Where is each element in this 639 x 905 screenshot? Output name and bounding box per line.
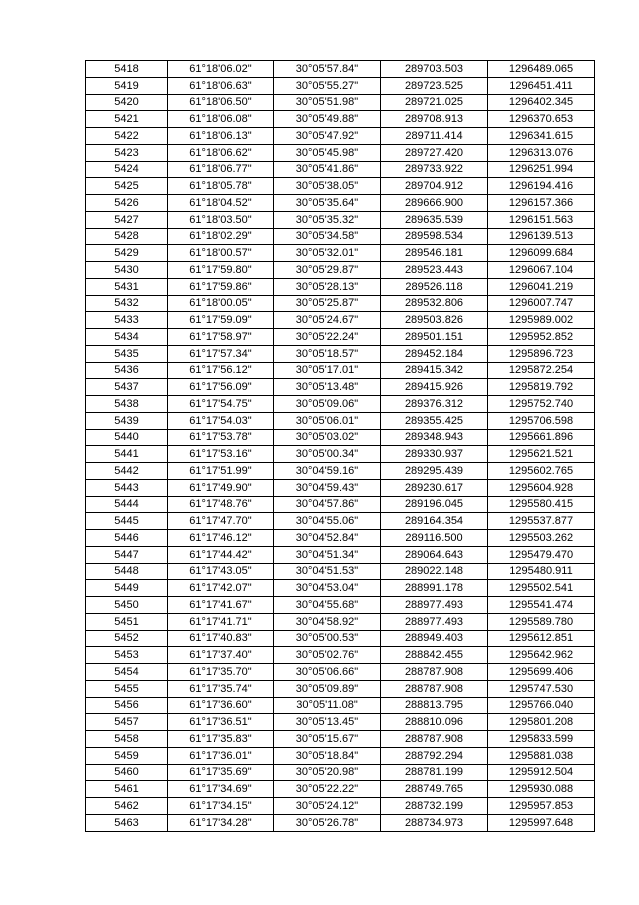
longitude-cell: 30°05'26.78" <box>274 814 381 831</box>
latitude-cell: 61°17'58.97" <box>168 329 274 346</box>
table-row <box>86 396 595 413</box>
y-coordinate-cell: 1296194.416 <box>488 178 595 195</box>
y-coordinate-cell: 1295621.521 <box>488 446 595 463</box>
point-number-cell: 5445 <box>86 513 168 530</box>
latitude-cell: 61°17'51.99" <box>168 463 274 480</box>
table-row <box>86 463 595 480</box>
longitude-cell: 30°05'49.88" <box>274 111 381 128</box>
x-coordinate-cell: 289376.312 <box>381 396 488 413</box>
table-row <box>86 798 595 815</box>
point-number-cell: 5456 <box>86 697 168 714</box>
table-row <box>86 530 595 547</box>
point-number-cell: 5438 <box>86 396 168 413</box>
table-row <box>86 77 595 94</box>
table-row <box>86 362 595 379</box>
longitude-cell: 30°04'58.92" <box>274 613 381 630</box>
latitude-cell: 61°17'47.70" <box>168 513 274 530</box>
longitude-cell: 30°05'22.24" <box>274 329 381 346</box>
longitude-cell: 30°05'24.12" <box>274 798 381 815</box>
y-coordinate-cell: 1295819.792 <box>488 379 595 396</box>
x-coordinate-cell: 289666.900 <box>381 195 488 212</box>
latitude-cell: 61°18'06.63" <box>168 77 274 94</box>
x-coordinate-cell: 288732.199 <box>381 798 488 815</box>
latitude-cell: 61°18'06.02" <box>168 61 274 78</box>
latitude-cell: 61°17'34.15" <box>168 798 274 815</box>
table-row <box>86 345 595 362</box>
table-row <box>86 597 595 614</box>
latitude-cell: 61°18'04.52" <box>168 195 274 212</box>
table-row <box>86 479 595 496</box>
x-coordinate-cell: 288813.795 <box>381 697 488 714</box>
point-number-cell: 5446 <box>86 530 168 547</box>
latitude-cell: 61°18'06.08" <box>168 111 274 128</box>
x-coordinate-cell: 288749.765 <box>381 781 488 798</box>
x-coordinate-cell: 289230.617 <box>381 479 488 496</box>
point-number-cell: 5448 <box>86 563 168 580</box>
latitude-cell: 61°17'35.69" <box>168 764 274 781</box>
x-coordinate-cell: 289116.500 <box>381 530 488 547</box>
table-row <box>86 412 595 429</box>
x-coordinate-cell: 289721.025 <box>381 94 488 111</box>
longitude-cell: 30°04'59.16" <box>274 463 381 480</box>
latitude-cell: 61°17'53.16" <box>168 446 274 463</box>
longitude-cell: 30°05'28.13" <box>274 278 381 295</box>
y-coordinate-cell: 1296099.684 <box>488 245 595 262</box>
table-row <box>86 647 595 664</box>
table-row <box>86 379 595 396</box>
y-coordinate-cell: 1296151.563 <box>488 211 595 228</box>
latitude-cell: 61°17'43.05" <box>168 563 274 580</box>
x-coordinate-cell: 289532.806 <box>381 295 488 312</box>
point-number-cell: 5432 <box>86 295 168 312</box>
point-number-cell: 5455 <box>86 680 168 697</box>
longitude-cell: 30°05'09.06" <box>274 396 381 413</box>
y-coordinate-cell: 1296313.076 <box>488 144 595 161</box>
longitude-cell: 30°05'45.98" <box>274 144 381 161</box>
latitude-cell: 61°17'35.74" <box>168 680 274 697</box>
latitude-cell: 61°17'54.03" <box>168 412 274 429</box>
x-coordinate-cell: 289598.534 <box>381 228 488 245</box>
longitude-cell: 30°05'29.87" <box>274 262 381 279</box>
point-number-cell: 5454 <box>86 664 168 681</box>
point-number-cell: 5424 <box>86 161 168 178</box>
point-number-cell: 5423 <box>86 144 168 161</box>
point-number-cell: 5431 <box>86 278 168 295</box>
latitude-cell: 61°17'36.60" <box>168 697 274 714</box>
table-row <box>86 295 595 312</box>
table-row <box>86 429 595 446</box>
latitude-cell: 61°17'35.83" <box>168 731 274 748</box>
table-row <box>86 312 595 329</box>
table-row <box>86 613 595 630</box>
point-number-cell: 5439 <box>86 412 168 429</box>
point-number-cell: 5452 <box>86 630 168 647</box>
table-row <box>86 61 595 78</box>
longitude-cell: 30°05'13.45" <box>274 714 381 731</box>
longitude-cell: 30°05'03.02" <box>274 429 381 446</box>
x-coordinate-cell: 288787.908 <box>381 731 488 748</box>
x-coordinate-cell: 289711.414 <box>381 128 488 145</box>
longitude-cell: 30°05'17.01" <box>274 362 381 379</box>
y-coordinate-cell: 1296157.366 <box>488 195 595 212</box>
x-coordinate-cell: 289164.354 <box>381 513 488 530</box>
longitude-cell: 30°05'55.27" <box>274 77 381 94</box>
latitude-cell: 61°17'49.90" <box>168 479 274 496</box>
latitude-cell: 61°17'44.42" <box>168 546 274 563</box>
latitude-cell: 61°18'06.62" <box>168 144 274 161</box>
point-number-cell: 5441 <box>86 446 168 463</box>
table-row <box>86 814 595 831</box>
longitude-cell: 30°05'13.48" <box>274 379 381 396</box>
longitude-cell: 30°04'59.43" <box>274 479 381 496</box>
point-number-cell: 5449 <box>86 580 168 597</box>
latitude-cell: 61°17'41.71" <box>168 613 274 630</box>
latitude-cell: 61°18'05.78" <box>168 178 274 195</box>
point-number-cell: 5435 <box>86 345 168 362</box>
table-row <box>86 680 595 697</box>
latitude-cell: 61°17'56.12" <box>168 362 274 379</box>
longitude-cell: 30°05'35.64" <box>274 195 381 212</box>
y-coordinate-cell: 1295957.853 <box>488 798 595 815</box>
longitude-cell: 30°04'51.34" <box>274 546 381 563</box>
x-coordinate-cell: 289708.913 <box>381 111 488 128</box>
y-coordinate-cell: 1295661.896 <box>488 429 595 446</box>
table-row <box>86 211 595 228</box>
table-row <box>86 630 595 647</box>
longitude-cell: 30°05'06.66" <box>274 664 381 681</box>
latitude-cell: 61°17'56.09" <box>168 379 274 396</box>
longitude-cell: 30°05'00.34" <box>274 446 381 463</box>
x-coordinate-cell: 289064.643 <box>381 546 488 563</box>
table-row <box>86 128 595 145</box>
x-coordinate-cell: 288787.908 <box>381 664 488 681</box>
table-row <box>86 697 595 714</box>
longitude-cell: 30°05'00.53" <box>274 630 381 647</box>
y-coordinate-cell: 1295872.254 <box>488 362 595 379</box>
point-number-cell: 5442 <box>86 463 168 480</box>
y-coordinate-cell: 1295480.911 <box>488 563 595 580</box>
y-coordinate-cell: 1296489.065 <box>488 61 595 78</box>
y-coordinate-cell: 1295541.474 <box>488 597 595 614</box>
point-number-cell: 5463 <box>86 814 168 831</box>
latitude-cell: 61°17'48.76" <box>168 496 274 513</box>
y-coordinate-cell: 1295997.648 <box>488 814 595 831</box>
longitude-cell: 30°05'18.84" <box>274 747 381 764</box>
longitude-cell: 30°05'51.98" <box>274 94 381 111</box>
y-coordinate-cell: 1295604.928 <box>488 479 595 496</box>
table-row <box>86 580 595 597</box>
point-number-cell: 5436 <box>86 362 168 379</box>
x-coordinate-cell: 289727.420 <box>381 144 488 161</box>
y-coordinate-cell: 1295833.599 <box>488 731 595 748</box>
y-coordinate-cell: 1295699.406 <box>488 664 595 681</box>
y-coordinate-cell: 1295602.765 <box>488 463 595 480</box>
longitude-cell: 30°05'22.22" <box>274 781 381 798</box>
point-number-cell: 5444 <box>86 496 168 513</box>
y-coordinate-cell: 1295801.208 <box>488 714 595 731</box>
x-coordinate-cell: 289503.826 <box>381 312 488 329</box>
x-coordinate-cell: 288991.178 <box>381 580 488 597</box>
point-number-cell: 5443 <box>86 479 168 496</box>
point-number-cell: 5434 <box>86 329 168 346</box>
latitude-cell: 61°17'59.86" <box>168 278 274 295</box>
y-coordinate-cell: 1296041.219 <box>488 278 595 295</box>
longitude-cell: 30°05'18.57" <box>274 345 381 362</box>
y-coordinate-cell: 1296067.104 <box>488 262 595 279</box>
point-number-cell: 5447 <box>86 546 168 563</box>
table-row <box>86 178 595 195</box>
point-number-cell: 5460 <box>86 764 168 781</box>
x-coordinate-cell: 289415.342 <box>381 362 488 379</box>
x-coordinate-cell: 289348.943 <box>381 429 488 446</box>
x-coordinate-cell: 289452.184 <box>381 345 488 362</box>
x-coordinate-cell: 288787.908 <box>381 680 488 697</box>
x-coordinate-cell: 289546.181 <box>381 245 488 262</box>
x-coordinate-cell: 289635.539 <box>381 211 488 228</box>
table-row <box>86 781 595 798</box>
longitude-cell: 30°05'24.67" <box>274 312 381 329</box>
point-number-cell: 5461 <box>86 781 168 798</box>
longitude-cell: 30°05'09.89" <box>274 680 381 697</box>
point-number-cell: 5458 <box>86 731 168 748</box>
longitude-cell: 30°05'15.67" <box>274 731 381 748</box>
table-row <box>86 195 595 212</box>
y-coordinate-cell: 1296402.345 <box>488 94 595 111</box>
y-coordinate-cell: 1295752.740 <box>488 396 595 413</box>
x-coordinate-cell: 289526.118 <box>381 278 488 295</box>
y-coordinate-cell: 1296341.615 <box>488 128 595 145</box>
longitude-cell: 30°05'57.84" <box>274 61 381 78</box>
y-coordinate-cell: 1295502.541 <box>488 580 595 597</box>
y-coordinate-cell: 1296370.653 <box>488 111 595 128</box>
coordinates-table <box>85 60 595 832</box>
point-number-cell: 5451 <box>86 613 168 630</box>
table-row <box>86 144 595 161</box>
table-row <box>86 94 595 111</box>
y-coordinate-cell: 1295479.470 <box>488 546 595 563</box>
latitude-cell: 61°17'42.07" <box>168 580 274 597</box>
table-row <box>86 278 595 295</box>
y-coordinate-cell: 1295706.598 <box>488 412 595 429</box>
latitude-cell: 61°17'37.40" <box>168 647 274 664</box>
y-coordinate-cell: 1295881.038 <box>488 747 595 764</box>
table-row <box>86 496 595 513</box>
longitude-cell: 30°05'25.87" <box>274 295 381 312</box>
y-coordinate-cell: 1295896.723 <box>488 345 595 362</box>
y-coordinate-cell: 1295537.877 <box>488 513 595 530</box>
latitude-cell: 61°17'36.01" <box>168 747 274 764</box>
table-row <box>86 228 595 245</box>
latitude-cell: 61°17'34.28" <box>168 814 274 831</box>
latitude-cell: 61°17'57.34" <box>168 345 274 362</box>
point-number-cell: 5419 <box>86 77 168 94</box>
point-number-cell: 5457 <box>86 714 168 731</box>
table-row <box>86 329 595 346</box>
point-number-cell: 5437 <box>86 379 168 396</box>
table-row <box>86 546 595 563</box>
point-number-cell: 5425 <box>86 178 168 195</box>
y-coordinate-cell: 1296251.994 <box>488 161 595 178</box>
longitude-cell: 30°04'52.84" <box>274 530 381 547</box>
table-row <box>86 513 595 530</box>
y-coordinate-cell: 1295580.415 <box>488 496 595 513</box>
point-number-cell: 5426 <box>86 195 168 212</box>
latitude-cell: 61°17'41.67" <box>168 597 274 614</box>
longitude-cell: 30°05'11.08" <box>274 697 381 714</box>
coordinates-table-body <box>86 61 595 832</box>
y-coordinate-cell: 1296007.747 <box>488 295 595 312</box>
x-coordinate-cell: 289355.425 <box>381 412 488 429</box>
longitude-cell: 30°05'32.01" <box>274 245 381 262</box>
y-coordinate-cell: 1295642.962 <box>488 647 595 664</box>
longitude-cell: 30°05'02.76" <box>274 647 381 664</box>
y-coordinate-cell: 1296451.411 <box>488 77 595 94</box>
x-coordinate-cell: 288792.294 <box>381 747 488 764</box>
table-row <box>86 262 595 279</box>
longitude-cell: 30°04'53.04" <box>274 580 381 597</box>
point-number-cell: 5433 <box>86 312 168 329</box>
latitude-cell: 61°17'54.75" <box>168 396 274 413</box>
point-number-cell: 5462 <box>86 798 168 815</box>
table-row <box>86 563 595 580</box>
y-coordinate-cell: 1296139.513 <box>488 228 595 245</box>
table-row <box>86 111 595 128</box>
y-coordinate-cell: 1295766.040 <box>488 697 595 714</box>
latitude-cell: 61°18'02.29" <box>168 228 274 245</box>
table-row <box>86 446 595 463</box>
longitude-cell: 30°05'06.01" <box>274 412 381 429</box>
latitude-cell: 61°17'46.12" <box>168 530 274 547</box>
y-coordinate-cell: 1295747.530 <box>488 680 595 697</box>
x-coordinate-cell: 288810.096 <box>381 714 488 731</box>
x-coordinate-cell: 288842.455 <box>381 647 488 664</box>
x-coordinate-cell: 289523.443 <box>381 262 488 279</box>
latitude-cell: 61°17'59.09" <box>168 312 274 329</box>
x-coordinate-cell: 289501.151 <box>381 329 488 346</box>
longitude-cell: 30°05'20.98" <box>274 764 381 781</box>
latitude-cell: 61°18'00.05" <box>168 295 274 312</box>
x-coordinate-cell: 288781.199 <box>381 764 488 781</box>
y-coordinate-cell: 1295930.088 <box>488 781 595 798</box>
table-row <box>86 764 595 781</box>
longitude-cell: 30°05'35.32" <box>274 211 381 228</box>
latitude-cell: 61°18'06.13" <box>168 128 274 145</box>
table-row <box>86 664 595 681</box>
table-row <box>86 731 595 748</box>
x-coordinate-cell: 288734.973 <box>381 814 488 831</box>
point-number-cell: 5429 <box>86 245 168 262</box>
point-number-cell: 5440 <box>86 429 168 446</box>
x-coordinate-cell: 289196.045 <box>381 496 488 513</box>
x-coordinate-cell: 288977.493 <box>381 597 488 614</box>
y-coordinate-cell: 1295503.262 <box>488 530 595 547</box>
point-number-cell: 5420 <box>86 94 168 111</box>
longitude-cell: 30°04'57.86" <box>274 496 381 513</box>
longitude-cell: 30°05'38.05" <box>274 178 381 195</box>
x-coordinate-cell: 289295.439 <box>381 463 488 480</box>
x-coordinate-cell: 289723.525 <box>381 77 488 94</box>
latitude-cell: 61°17'59.80" <box>168 262 274 279</box>
point-number-cell: 5459 <box>86 747 168 764</box>
latitude-cell: 61°17'34.69" <box>168 781 274 798</box>
point-number-cell: 5453 <box>86 647 168 664</box>
x-coordinate-cell: 289330.937 <box>381 446 488 463</box>
x-coordinate-cell: 289703.503 <box>381 61 488 78</box>
y-coordinate-cell: 1295612.851 <box>488 630 595 647</box>
longitude-cell: 30°05'41.86" <box>274 161 381 178</box>
table-row <box>86 714 595 731</box>
longitude-cell: 30°04'55.06" <box>274 513 381 530</box>
latitude-cell: 61°17'53.78" <box>168 429 274 446</box>
point-number-cell: 5450 <box>86 597 168 614</box>
y-coordinate-cell: 1295989.002 <box>488 312 595 329</box>
x-coordinate-cell: 288977.493 <box>381 613 488 630</box>
longitude-cell: 30°04'51.53" <box>274 563 381 580</box>
table-row <box>86 747 595 764</box>
longitude-cell: 30°05'34.58" <box>274 228 381 245</box>
latitude-cell: 61°18'06.77" <box>168 161 274 178</box>
y-coordinate-cell: 1295589.780 <box>488 613 595 630</box>
longitude-cell: 30°05'47.92" <box>274 128 381 145</box>
latitude-cell: 61°17'36.51" <box>168 714 274 731</box>
latitude-cell: 61°18'06.50" <box>168 94 274 111</box>
x-coordinate-cell: 289415.926 <box>381 379 488 396</box>
table-row <box>86 161 595 178</box>
point-number-cell: 5430 <box>86 262 168 279</box>
point-number-cell: 5421 <box>86 111 168 128</box>
point-number-cell: 5427 <box>86 211 168 228</box>
point-number-cell: 5422 <box>86 128 168 145</box>
table-row <box>86 245 595 262</box>
y-coordinate-cell: 1295912.504 <box>488 764 595 781</box>
x-coordinate-cell: 289022.148 <box>381 563 488 580</box>
latitude-cell: 61°18'00.57" <box>168 245 274 262</box>
latitude-cell: 61°18'03.50" <box>168 211 274 228</box>
x-coordinate-cell: 289704.912 <box>381 178 488 195</box>
latitude-cell: 61°17'40.83" <box>168 630 274 647</box>
x-coordinate-cell: 288949.403 <box>381 630 488 647</box>
x-coordinate-cell: 289733.922 <box>381 161 488 178</box>
y-coordinate-cell: 1295952.852 <box>488 329 595 346</box>
longitude-cell: 30°04'55.68" <box>274 597 381 614</box>
point-number-cell: 5418 <box>86 61 168 78</box>
latitude-cell: 61°17'35.70" <box>168 664 274 681</box>
point-number-cell: 5428 <box>86 228 168 245</box>
